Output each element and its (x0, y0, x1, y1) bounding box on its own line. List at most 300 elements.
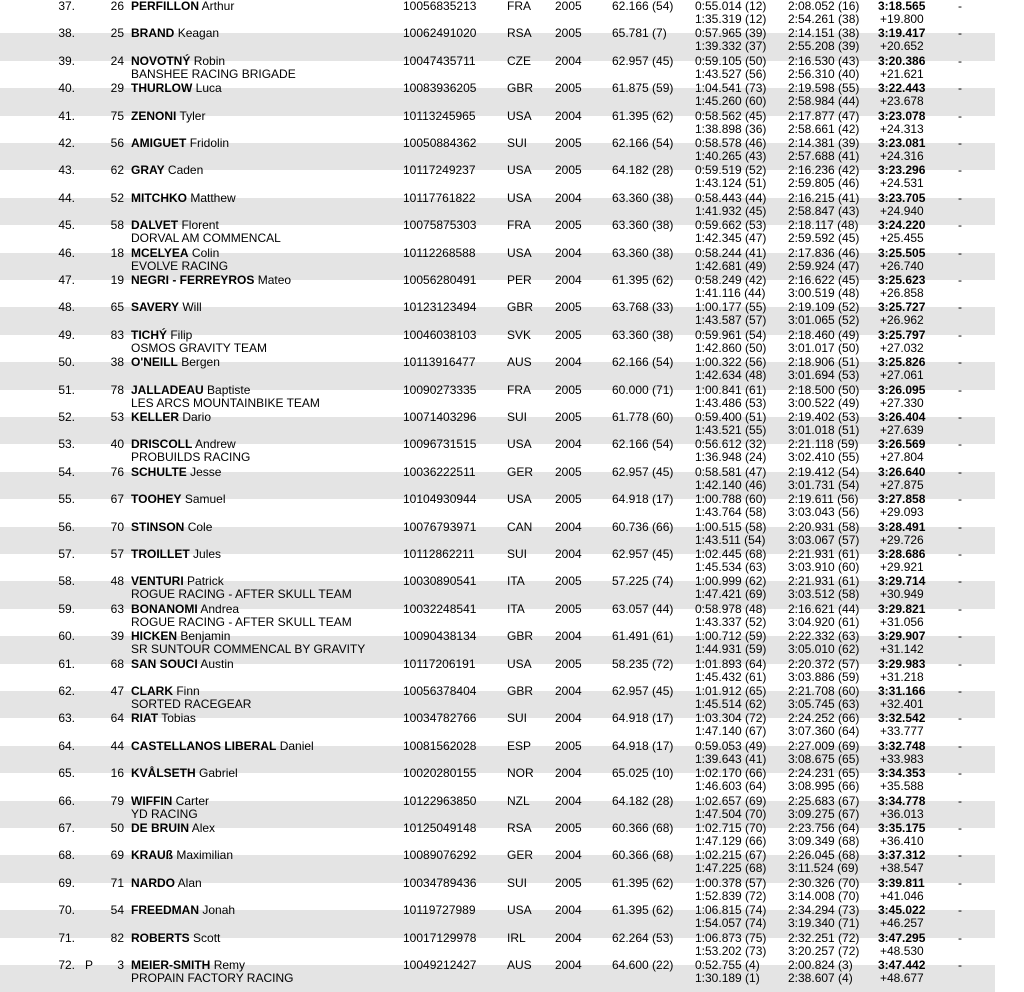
cell-yob: 2005 (555, 464, 582, 479)
cell-pts: - (958, 684, 962, 698)
cell-bib: 67 (110, 492, 124, 507)
cell-team: OSMOS GRAVITY TEAM (131, 340, 268, 355)
cell-uci: 10117761822 (403, 190, 476, 205)
cell-s4: 3:01.694 (53) (788, 368, 860, 383)
cell-yob: 2004 (555, 437, 582, 452)
cell-last-name: BONANOMI (131, 601, 198, 616)
cell-bib: 71 (110, 875, 124, 890)
cell-name (131, 658, 234, 671)
cell-team: PROBUILDS RACING (131, 450, 251, 465)
cell-s3: 1:54.057 (74) (695, 916, 767, 931)
cell-last-name: MCELYEA (131, 245, 189, 260)
cell-first-name: Jesse (190, 464, 222, 479)
cell-yob: 2005 (555, 738, 582, 753)
cell-uci: 10020280155 (403, 766, 477, 781)
cell-pts: - (958, 821, 962, 835)
cell-speed: 62.166 (54) (612, 355, 674, 370)
cell-name (131, 630, 230, 643)
cell-yob: 2005 (555, 26, 582, 41)
cell-pts: - (958, 958, 962, 972)
cell-s1: 1:00.841 (61) (695, 382, 767, 397)
cell-bib: 3 (117, 958, 124, 972)
cell-time: 3:23.078 (878, 108, 926, 123)
cell-pts: - (958, 930, 962, 945)
cell-rank: 69. (58, 875, 75, 890)
cell-pts: - (958, 136, 962, 150)
cell-name (131, 247, 219, 260)
cell-uci: 10089076292 (403, 848, 477, 863)
cell-first-name: Remy (213, 958, 246, 972)
cell-s2: 2:20.931 (58) (788, 519, 860, 534)
cell-speed: 62.957 (45) (612, 684, 674, 698)
cell-uci: 10046038103 (403, 327, 477, 342)
cell-nat: SUI (507, 875, 528, 890)
cell-uci: 10047435711 (403, 53, 476, 68)
cell-s3: 1:41.116 (44) (695, 286, 766, 300)
cell-speed: 62.264 (53) (612, 930, 674, 945)
cell-time: 3:22.443 (878, 81, 926, 96)
cell-s2: 2:16.215 (41) (788, 190, 860, 205)
cell-last-name: JALLADEAU (131, 382, 204, 397)
cell-rank: 43. (58, 163, 75, 178)
cell-pts: - (958, 547, 962, 561)
cell-s2: 2:19.402 (53) (788, 410, 860, 424)
cell-uci: 10056378404 (403, 684, 477, 698)
cell-s3: 1:43.764 (58) (695, 505, 767, 520)
cell-first-name: Daniel (279, 738, 314, 753)
cell-first-name: Samuel (184, 492, 226, 507)
cell-bib: 54 (110, 903, 124, 918)
cell-last-name: KRAUß (131, 848, 173, 863)
cell-rank: 68. (58, 848, 75, 863)
cell-gap: +48.677 (880, 971, 924, 985)
cell-yob: 2004 (555, 930, 582, 945)
cell-last-name: CASTELLANOS LIBERAL (131, 738, 277, 753)
cell-uci: 10083936205 (403, 81, 477, 96)
cell-bib: 63 (110, 601, 124, 616)
cell-last-name: TOOHEY (131, 492, 182, 507)
cell-time: 3:19.417 (878, 26, 926, 41)
cell-name (131, 904, 235, 917)
cell-bib: 48 (110, 574, 124, 589)
cell-nat: CAN (507, 519, 533, 534)
cell-s4: 3:09.349 (68) (788, 834, 860, 848)
cell-rank: 65. (58, 766, 75, 781)
cell-nat: USA (507, 903, 532, 918)
cell-s4: 2:38.607 (4) (788, 971, 853, 985)
cell-s1: 0:58.978 (48) (695, 601, 767, 616)
cell-nat: SUI (507, 711, 528, 726)
cell-speed: 63.360 (38) (612, 245, 674, 260)
cell-bib: 19 (110, 273, 124, 287)
cell-speed: 64.182 (28) (612, 793, 674, 808)
cell-pts: - (958, 163, 962, 178)
cell-rank: 51. (58, 382, 75, 397)
cell-name (131, 959, 245, 972)
cell-rank: 52. (58, 410, 75, 424)
cell-first-name: Tyler (179, 108, 206, 123)
cell-last-name: PERFILLON (131, 0, 199, 13)
cell-name (131, 356, 220, 369)
cell-last-name: NEGRI - FERREYROS (131, 273, 255, 287)
cell-uci: 10036222511 (403, 464, 476, 479)
cell-s1: 0:57.965 (39) (695, 26, 767, 41)
cell-yob: 2004 (555, 53, 582, 68)
cell-gap: +33.777 (880, 724, 924, 739)
cell-team: PROPAIN FACTORY RACING (131, 971, 294, 985)
cell-gap: +27.804 (880, 450, 924, 465)
cell-last-name: SCHULTE (131, 464, 187, 479)
cell-gap: +36.410 (880, 834, 924, 848)
cell-name (131, 712, 196, 725)
cell-s2: 2:34.294 (73) (788, 903, 860, 918)
cell-bib: 75 (110, 108, 124, 123)
cell-last-name: NOVOTNÝ (131, 53, 191, 68)
cell-name (131, 548, 221, 561)
cell-first-name: Caden (167, 163, 204, 178)
cell-time: 3:45.022 (878, 903, 926, 918)
cell-name (131, 27, 219, 40)
cell-time: 3:32.542 (878, 711, 926, 726)
cell-speed: 60.366 (68) (612, 821, 674, 835)
cell-s2: 2:30.326 (70) (788, 875, 860, 890)
cell-s1: 1:02.445 (68) (695, 547, 767, 561)
cell-s1: 1:06.873 (75) (695, 930, 767, 945)
cell-s2: 2:18.117 (48) (788, 218, 859, 233)
cell-first-name: Baptiste (207, 382, 251, 397)
cell-speed: 62.166 (54) (612, 136, 674, 150)
cell-s4: 3:01.065 (52) (788, 313, 860, 328)
cell-speed: 60.366 (68) (612, 848, 674, 863)
cell-s3: 1:42.681 (49) (695, 258, 767, 273)
cell-rank: 53. (58, 437, 75, 452)
cell-yob: 2004 (555, 848, 582, 863)
cell-s4: 3:08.675 (65) (788, 751, 860, 766)
cell-s1: 1:00.378 (57) (695, 875, 767, 890)
cell-last-name: DRISCOLL (131, 437, 193, 452)
cell-nat: RSA (507, 821, 532, 835)
cell-pts: - (958, 300, 962, 315)
cell-pts: - (958, 218, 962, 233)
cell-bib: 47 (110, 684, 124, 698)
cell-uci: 10032248541 (403, 601, 477, 616)
cell-s4: 3:01.017 (50) (788, 340, 860, 355)
cell-s4: 2:58.661 (42) (788, 121, 860, 136)
cell-s3: 1:30.189 (1) (695, 971, 760, 985)
cell-s1: 0:59.519 (52) (695, 163, 767, 178)
cell-s2: 2:23.756 (64) (788, 821, 860, 835)
cell-bib: 83 (110, 327, 124, 342)
cell-gap: +29.093 (880, 505, 924, 520)
cell-bib: 76 (110, 464, 124, 479)
cell-time: 3:32.748 (878, 738, 926, 753)
cell-team: ROGUE RACING - AFTER SKULL TEAM (131, 587, 352, 602)
cell-gap: +19.800 (880, 12, 924, 26)
cell-pts: - (958, 629, 962, 644)
cell-first-name: Scott (193, 930, 221, 945)
cell-nat: RSA (507, 26, 532, 41)
cell-s2: 2:19.598 (55) (788, 81, 860, 96)
cell-gap: +38.547 (880, 861, 924, 876)
cell-bib: 39 (110, 629, 124, 644)
cell-pts: - (958, 53, 962, 68)
cell-uci: 10112862211 (403, 547, 475, 561)
cell-first-name: Finn (176, 684, 200, 698)
cell-speed: 58.235 (72) (612, 656, 674, 671)
cell-uci: 10096731515 (403, 437, 477, 452)
cell-speed: 60.736 (66) (612, 519, 674, 534)
cell-s1: 1:00.712 (59) (695, 629, 767, 644)
cell-speed: 62.166 (54) (612, 0, 674, 13)
cell-time: 3:47.442 (878, 958, 926, 972)
cell-s3: 1:47.504 (70) (695, 806, 767, 821)
cell-uci: 10056280491 (403, 273, 477, 287)
cell-first-name: Robin (193, 53, 226, 68)
cell-s3: 1:38.898 (36) (695, 121, 767, 136)
cell-yob: 2005 (555, 656, 582, 671)
cell-nat: FRA (507, 382, 531, 397)
cell-last-name: SAVERY (131, 300, 180, 315)
cell-yob: 2004 (555, 766, 582, 781)
cell-name (131, 466, 221, 479)
cell-last-name: STINSON (131, 519, 185, 534)
cell-name (131, 575, 224, 588)
cell-name (131, 192, 236, 205)
cell-s3: 1:45.534 (63) (695, 560, 767, 574)
cell-yob: 2005 (555, 382, 582, 397)
cell-rank: 39. (58, 53, 75, 68)
cell-name (131, 0, 234, 13)
cell-yob: 2005 (555, 601, 582, 616)
cell-name (131, 301, 202, 314)
cell-speed: 57.225 (74) (612, 574, 674, 589)
cell-time: 3:29.821 (878, 601, 926, 616)
cell-last-name: RIAT (131, 711, 159, 726)
cell-rank: 72. (58, 958, 75, 972)
cell-gap: +35.588 (880, 779, 924, 794)
cell-uci: 10090273335 (403, 382, 477, 397)
cell-gap: +46.257 (880, 916, 924, 931)
cell-first-name: Carter (175, 793, 210, 808)
cell-time: 3:26.640 (878, 464, 926, 479)
cell-uci: 10113916477 (403, 355, 476, 370)
cell-speed: 63.360 (38) (612, 327, 674, 342)
cell-s3: 1:43.521 (55) (695, 423, 767, 437)
cell-rank: 66. (58, 793, 75, 808)
cell-s4: 3:08.995 (66) (788, 779, 860, 794)
cell-last-name: SAN SOUCI (131, 656, 198, 671)
cell-s1: 1:02.215 (67) (695, 848, 767, 863)
cell-yob: 2005 (555, 410, 582, 424)
cell-time: 3:23.296 (878, 163, 926, 178)
cell-time: 3:47.295 (878, 930, 926, 945)
cell-rank: 40. (58, 81, 75, 96)
cell-last-name: VENTURI (131, 574, 184, 589)
cell-bib: 69 (110, 848, 124, 863)
cell-s3: 1:45.432 (61) (695, 669, 767, 684)
cell-pts: - (958, 793, 962, 808)
cell-s1: 0:58.562 (45) (695, 108, 767, 123)
cell-s3: 1:44.931 (59) (695, 642, 767, 657)
cell-nat: GBR (507, 684, 534, 698)
cell-yob: 2005 (555, 821, 582, 835)
cell-last-name: BRAND (131, 26, 175, 41)
cell-rank: 67. (58, 821, 75, 835)
cell-time: 3:37.312 (878, 848, 926, 863)
cell-bib: 29 (110, 81, 124, 96)
cell-s4: 3:11.524 (69) (788, 861, 859, 876)
cell-bib: 53 (110, 410, 124, 424)
cell-speed: 62.957 (45) (612, 53, 674, 68)
cell-s3: 1:42.634 (48) (695, 368, 767, 383)
cell-name (131, 877, 202, 890)
cell-s3: 1:43.587 (57) (695, 313, 767, 328)
cell-s1: 1:00.177 (55) (695, 300, 767, 315)
cell-uci: 10125049148 (403, 821, 477, 835)
cell-s1: 1:00.322 (56) (695, 355, 767, 370)
cell-uci: 10119727989 (403, 903, 476, 918)
cell-s2: 2:17.836 (46) (788, 245, 860, 260)
cell-s2: 2:16.621 (44) (788, 601, 860, 616)
cell-last-name: WIFFIN (131, 793, 173, 808)
cell-s1: 0:55.014 (12) (695, 0, 767, 13)
cell-bib: 18 (110, 245, 124, 260)
cell-s4: 3:04.920 (61) (788, 614, 860, 629)
cell-s3: 1:41.932 (45) (695, 203, 767, 218)
cell-time: 3:31.166 (878, 684, 926, 698)
cell-bib: 68 (110, 656, 124, 671)
cell-time: 3:25.826 (878, 355, 926, 370)
cell-yob: 2005 (555, 81, 582, 96)
cell-time: 3:28.491 (878, 519, 926, 534)
cell-last-name: CLARK (131, 684, 173, 698)
cell-name (131, 82, 222, 95)
cell-s1: 0:56.612 (32) (695, 437, 767, 452)
cell-s2: 2:18.460 (49) (788, 327, 860, 342)
cell-gap: +29.921 (880, 560, 924, 574)
cell-team: LES ARCS MOUNTAINBIKE TEAM (131, 395, 320, 410)
cell-rank: 48. (58, 300, 75, 315)
cell-bib: 62 (110, 163, 124, 178)
cell-last-name: GRAY (131, 163, 165, 178)
cell-last-name: THURLOW (131, 81, 193, 96)
cell-s3: 1:46.603 (64) (695, 779, 767, 794)
cell-rank: 50. (58, 355, 75, 370)
cell-speed: 61.491 (61) (612, 629, 674, 644)
cell-speed: 61.395 (62) (612, 273, 674, 287)
cell-s1: 0:59.400 (51) (695, 410, 767, 424)
cell-s1: 0:59.105 (50) (695, 53, 767, 68)
cell-s3: 1:35.319 (12) (695, 12, 767, 26)
cell-rank: 63. (58, 711, 75, 726)
cell-first-name: Fridolin (189, 136, 230, 150)
cell-nat: SUI (507, 547, 528, 561)
cell-name (131, 110, 205, 123)
cell-bib: 50 (110, 821, 124, 835)
cell-yob: 2004 (555, 958, 582, 972)
cell-yob: 2005 (555, 0, 582, 13)
cell-bib: 16 (110, 766, 124, 781)
cell-rank: 47. (58, 273, 75, 287)
cell-speed: 64.918 (17) (612, 492, 674, 507)
cell-s4: 3:00.522 (49) (788, 395, 860, 410)
cell-rank: 60. (58, 629, 75, 644)
cell-s1: 1:00.515 (58) (695, 519, 767, 534)
cell-speed: 61.395 (62) (612, 875, 674, 890)
cell-pts: - (958, 656, 962, 671)
cell-s2: 2:24.252 (66) (788, 711, 860, 726)
cell-s2: 2:16.236 (42) (788, 163, 860, 178)
cell-rank: 46. (58, 245, 75, 260)
cell-nat: USA (507, 437, 532, 452)
cell-s4: 3:20.257 (72) (788, 943, 860, 958)
cell-pts: - (958, 875, 962, 890)
cell-gap: +25.455 (880, 231, 924, 246)
cell-speed: 64.600 (22) (612, 958, 674, 972)
cell-uci: 10030890541 (403, 574, 477, 589)
cell-s3: 1:39.332 (37) (695, 39, 767, 54)
cell-yob: 2005 (555, 300, 582, 315)
cell-yob: 2004 (555, 245, 582, 260)
cell-s2: 2:17.877 (47) (788, 108, 860, 123)
cell-last-name: KELLER (131, 410, 179, 424)
cell-gap: +26.858 (880, 286, 924, 300)
cell-s2: 2:18.500 (50) (788, 382, 860, 397)
cell-speed: 60.000 (71) (612, 382, 674, 397)
cell-first-name: Matthew (190, 190, 236, 205)
cell-s4: 3:07.360 (64) (788, 724, 860, 739)
cell-nat: AUS (507, 958, 532, 972)
cell-s4: 2:55.208 (39) (788, 39, 860, 54)
cell-team: DORVAL AM COMMENCAL (131, 231, 281, 246)
cell-nat: ITA (507, 574, 525, 589)
cell-nat: ITA (507, 601, 525, 616)
cell-rank: 54. (58, 464, 75, 479)
cell-name (131, 137, 229, 150)
cell-last-name: AMIGUET (131, 136, 187, 150)
cell-time: 3:25.623 (878, 273, 926, 287)
cell-nat: GER (507, 464, 534, 479)
cell-name (131, 795, 209, 808)
cell-yob: 2005 (555, 574, 582, 589)
cell-team: EVOLVE RACING (131, 258, 229, 273)
cell-s1: 1:04.541 (73) (695, 81, 767, 96)
cell-pts: - (958, 273, 962, 287)
cell-bib: 26 (110, 0, 124, 13)
cell-s3: 1:43.124 (51) (695, 176, 767, 191)
cell-gap: +26.962 (880, 313, 924, 328)
cell-time: 3:25.505 (878, 245, 926, 260)
cell-uci: 10056835213 (403, 0, 477, 13)
cell-s1: 1:00.788 (60) (695, 492, 767, 507)
cell-gap: +24.313 (880, 121, 924, 136)
cell-name (131, 384, 250, 397)
cell-time: 3:26.404 (878, 410, 926, 424)
cell-s2: 2:14.381 (39) (788, 136, 860, 150)
cell-name (131, 55, 225, 68)
cell-time: 3:29.907 (878, 629, 926, 644)
cell-s4: 3:03.043 (56) (788, 505, 860, 520)
cell-pts: - (958, 382, 962, 397)
cell-s2: 2:21.931 (61) (788, 574, 860, 589)
cell-s2: 2:19.611 (56) (788, 492, 859, 507)
cell-first-name: Filip (170, 327, 193, 342)
cell-first-name: Keagan (177, 26, 220, 41)
cell-first-name: Cole (187, 519, 213, 534)
cell-s3: 1:53.202 (73) (695, 943, 767, 958)
cell-bib: 38 (110, 355, 124, 370)
cell-s2: 2:21.931 (61) (788, 547, 860, 561)
